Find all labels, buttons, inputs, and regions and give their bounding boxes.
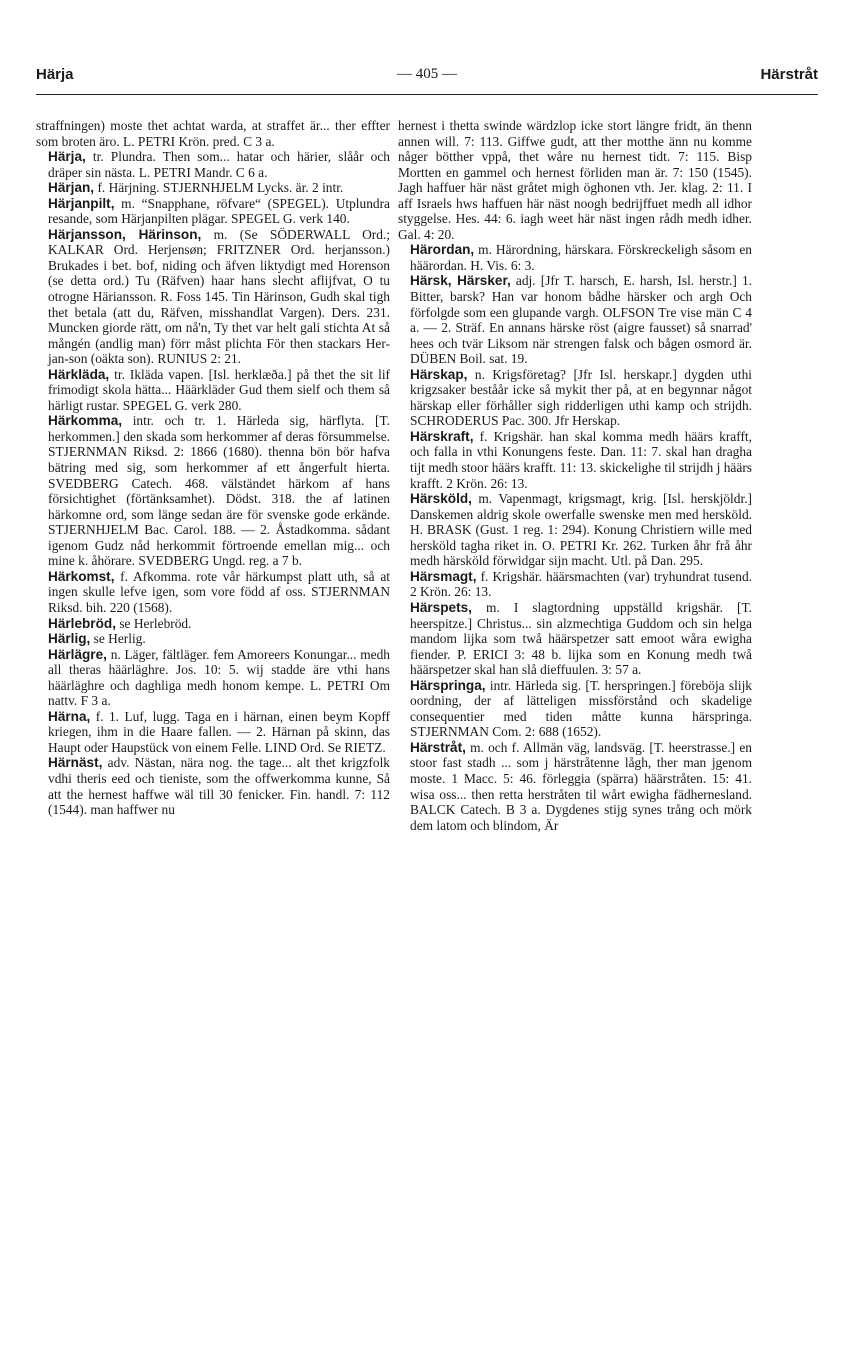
dictionary-entry [398,491,752,569]
dictionary-entry [36,616,390,632]
entry-headword: Härjanpilt, [48,195,115,211]
entry-text: n. Läger, fältläger. fem Amoreers Konungar... medh all theras häärläghre. Jos. 10: 5. wij stadde äre vthi hans häärläghre och daghliga medh honom kempe. L. PETRI Om nattv. F 3 a. [48,646,390,709]
entry-headword: Härjansson, Härinson, [48,226,202,242]
entry-headword: Härskap, [410,366,468,382]
dictionary-entry [36,180,390,196]
entry-text: m. (Se SÖDERWALL Ord.; KALKAR Ord. Herjensøn; FRITZNER Ord. herjansson.) Brukades i bet. bof, niding och äfven liktydigt med Horenson (se detta ord.) Tu (Räfven) haar hans slecht aflijfvat, O tu otrogne Häriansson. R. Foss 145. Tin Härinson, Gudh skal tigh thet betala (att du, Räfven, misshandlat Vargen). Ders. 231. Muncken giorde rätt, om nå'n, Ty thet var helt gali stichta At så mångén (andlig man) förr måst plichta För then stackars Her-jan-son (oäkta son). RUNIUS 2: 21. [48,226,390,367]
dictionary-entry [398,242,752,273]
entry-headword: Härna, [48,708,91,724]
entry-headword: Härkomst, [48,568,115,584]
dictionary-entry [398,678,752,740]
dictionary-entry [36,118,390,149]
dictionary-entry [398,600,752,678]
entry-headword: Härjan, [48,180,95,196]
entry-headword: Härsmagt, [410,568,477,584]
dictionary-entry [36,367,390,414]
dictionary-entry [398,273,752,366]
entry-headword: Härlebröd, [48,615,116,631]
entry-headword: Härkomma, [48,413,123,429]
running-header [36,62,818,88]
dictionary-entry [398,569,752,600]
dictionary-entry [36,149,390,180]
entry-headword: Härkläda, [48,366,110,382]
page-number: — 405 — [397,66,457,82]
dictionary-entry [36,196,390,227]
entry-text: m. Härordning, härskara. Förskreckeligh såsom en häärordan. H. Vis. 6: 3. [410,242,752,273]
dictionary-entry [36,709,390,756]
dictionary-entry [36,755,390,817]
header-left-headword: Härja [36,66,74,83]
dictionary-entry [398,429,752,491]
dictionary-entry [36,631,390,647]
entry-text: m. Vapenmagt, krigsmagt, krig. [Isl. herskjöldr.] Danskemen aldrig skole owerfalle swenske men med hersköld. H. BRASK (Gust. 1 reg. 1: 294). Konung Christiern wille med hersköld tagha riket in. O. PETRI Kr. 262. Turken åhr frå åhr medh härsköld förwidgar sijn macht. Utl. på Dan. 295. [410,491,752,569]
entry-headword: Härspets, [410,599,472,615]
entry-headword: Härsk, Härsker, [410,273,511,289]
entry-text: se Herlebröd. [115,615,192,631]
entry-headword: Härspringa, [410,677,486,693]
entry-text: hernest i thetta swinde wärdzlop icke stort längre fridt, än thenn annen will. 7: 113. Giffwe gudt, att ther motthe änn nu komme någer bötther vppå, thet wåre nu hernest tidt. 7: 115. Bisp Mortten en gammel och hernest förliden man är. 7: 150 (1545). Jagh haffuer här näst gråtet migh öghonen vth. Jer. klag. 2: 11. I aff Israels hws haffuen här näst noogh bedrijffuet medh all idhor styggelse. Hes. 44: 6. iagh weet här näst ingen rådh medh idher. Gal. 4: 20. [398,118,752,242]
entry-headword: Härlägre, [48,646,107,662]
dictionary-entry [36,227,390,367]
entry-text: f. Krigshär. han skal komma medh häärs krafft, och falla in vthi Konungens feste. Dan. 11: 7. skal han dragha tijt medh stoor häärs krafft. 11: 13. skickelighe til strijdh j häärs krafft. 2 Krön. 26: 13. [410,428,752,491]
right-column [398,118,752,833]
entry-text: tr. Plundra. Then som... hatar och härier, slåår och dräper sin nästa. L. PETRI Mandr. C 6 a. [48,149,390,180]
entry-headword: Härlig, [48,631,91,647]
entry-headword: Härnäst, [48,755,103,771]
left-column [36,118,390,818]
entry-text: se Herlig. [90,631,146,647]
entry-text: n. Krigsföretag? [Jfr Isl. herskapr.] dygden uthi krigzsaker beståår icke så mykit ther på, at en begynnar något härskap eller förhåller sigh ridderligen uthi kamp och strijdh. SCHRODERUS Pac. 300. Jfr Herskap. [410,366,752,429]
entry-text: m. och f. Allmän väg, landsväg. [T. heerstrasse.] en stoor fast stadh ... som j härstråtenne lågh, ther man jgenom moste. 1 Macc. 5: 46. förleggia (spärra) häärstråten. 15: 41. wisa oss... then retta herstråten til wårt ewigha fädhernesland. BALCK Catech. B 3 a. Dygdenes stijg synes trång och mörk dem latom och blindom, Är [410,739,752,833]
entry-text: intr. och tr. 1. Härleda sig, härflyta. [T. herkommen.] den skada som herkommer af deras försummelse. STJERNMAN Riksd. 2: 1866 (1680). thenna bön bör hafva bätring med sig, som herkommer af ett ångerfult hierta. SVEDBERG Catech. 468. välständet härkom af hans försichtighet (förtänksamhet). Dödst. 318. the af latinen härkomne ord, som länge sedan äre för svenske gode erkände. STJERNHJELM Bac. Carol. 188. — 2. Åstadkomma. sådant igenom Gudz nåd herkommit förtroende emellan mig... och mine k. åhörare. SVEDBERG Ungd. reg. a 7 b. [48,413,390,569]
entry-text: f. Härjning. STJERNHJELM Lycks. är. 2 intr. [94,180,344,196]
entry-text: f. Afkomma. rote vår härkumpst platt uth, så at ingen skulle lefve igen, som vore född af oss. STJERNMAN Riksd. bih. 220 (1568). [48,568,390,615]
entry-text: m. I slagtordning uppställd krigshär. [T. heerspitze.] Christus... sin alzmechtiga Guddom och sin helga mandom lijka som twå häärspetzer satt emoot wåra ewigha fiender. P. ERICI 3: 48 b. lijka som en Konung medh twå häärspetzer skal han slå dieffuulen. 3: 57 a. [410,599,752,678]
dictionary-entry [398,740,752,833]
entry-text: intr. Härleda sig. [T. herspringen.] föreböja slijk oordning, der af lätteligen missförstånd och skadelige consequentier med tiden måtte kunna härspringa. STJERNMAN Com. 2: 688 (1652). [410,677,752,740]
entry-text: m. “Snapphane, röfvare“ (SPEGEL). Utplundra resande, som Härjanpilten plägar. SPEGEL G. verk 140. [48,195,390,227]
header-right-headword: Härstråt [760,66,818,83]
header-rule [36,94,818,95]
entry-text: straffningen) moste thet achtat warda, at straffet är... ther effter som broten äro. L. PETRI Krön. pred. C 3 a. [36,118,390,149]
entry-text: f. Krigshär. häärsmachten (var) tryhundrat tusend. 2 Krön. 26: 13. [410,568,752,600]
entry-headword: Härordan, [410,242,475,258]
entry-headword: Härskraft, [410,428,474,444]
dictionary-entry [36,413,390,568]
dictionary-entry [36,647,390,709]
entry-headword: Härstråt, [410,739,466,755]
entry-text: adv. Nästan, nära nog. the tage... alt thet krigzfolk vdhi theris eed och tieniste, som the offwerkomma kunne, Så att the hernest haffwe wäl till 30 fenicker. Fin. handl. 7: 112 (1544). man haffwer nu [48,755,390,818]
entry-headword: Härja, [48,149,86,165]
dictionary-entry [36,569,390,616]
entry-text: f. 1. Luf, lugg. Taga en i härnan, einen beym Kopff kriegen, ihm in die Haare fallen. — 2. Härnan på skinn, das Haupt oder Haupstück von einem Felle. LIND Ord. Se RIETZ. [48,708,390,755]
dictionary-entry [398,367,752,429]
entry-headword: Härsköld, [410,491,472,507]
entry-text: adj. [Jfr T. harsch, E. harsh, Isl. herstr.] 1. Bitter, barsk? Han var honom bådhe härsker och argh Och förfolgde som een glupande vargh. OLFSON Tre vise män C 4 a. — 2. Sträf. En annans härske röst (aigre fausset) så snarrad' hees och tvär Liksom när strengen falsk och bågen osmord är. DÜBEN Boil. sat. 19. [410,273,752,367]
entry-text: tr. Ikläda vapen. [Isl. herklæða.] på thet the sit lif frimodigt skola hätta... Häärkläder Gud them sielf och them så härligt rustar. SPEGEL G. verk 280. [48,366,390,413]
dictionary-entry [398,118,752,242]
